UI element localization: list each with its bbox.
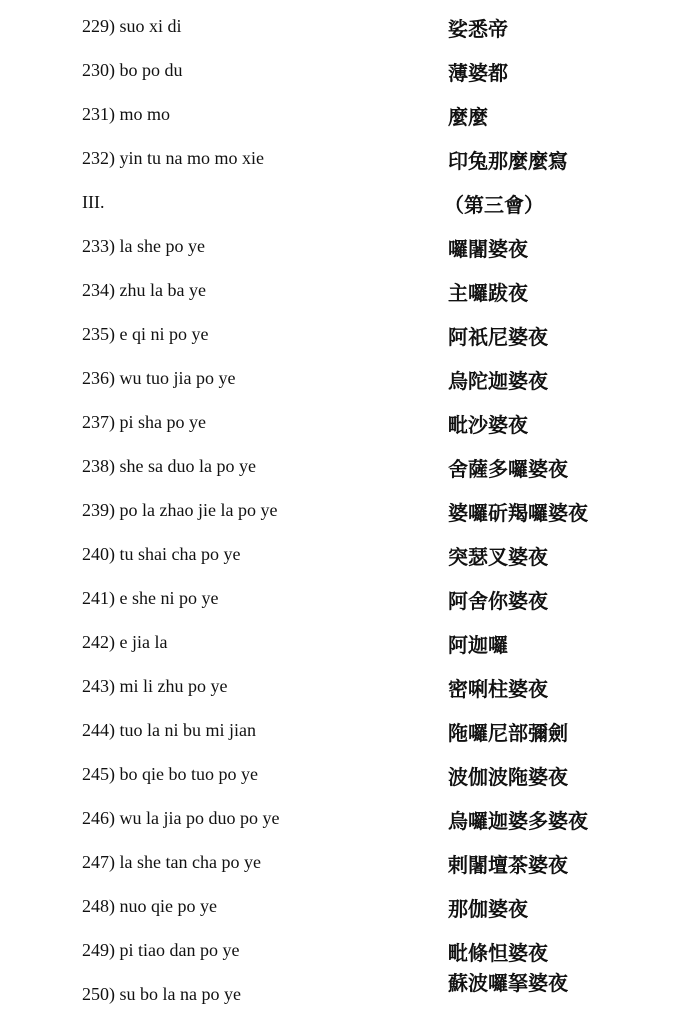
chinese-text: 烏陀迦婆夜 bbox=[448, 369, 548, 393]
chinese-text: 毗條怛婆夜 bbox=[448, 941, 548, 965]
verse-row bbox=[0, 542, 698, 582]
pinyin-text: 244) tuo la ni bu mi jian bbox=[82, 720, 256, 740]
pinyin-text: 246) wu la jia po duo po ye bbox=[82, 808, 280, 828]
pinyin-text: 236) wu tuo jia po ye bbox=[82, 368, 236, 388]
pinyin-text: 229) suo xi di bbox=[82, 16, 182, 36]
chinese-text: 突瑟叉婆夜 bbox=[448, 545, 548, 569]
pinyin-text: 234) zhu la ba ye bbox=[82, 280, 206, 300]
verse-row bbox=[0, 278, 698, 318]
pinyin-text: 247) la she tan cha po ye bbox=[82, 852, 261, 872]
chinese-text: 囉闍婆夜 bbox=[448, 237, 528, 261]
chinese-text: 烏囉迦婆多婆夜 bbox=[448, 809, 588, 833]
section-heading-row bbox=[0, 190, 698, 230]
pinyin-text: 239) po la zhao jie la po ye bbox=[82, 500, 278, 520]
chinese-text: 那伽婆夜 bbox=[448, 897, 528, 921]
verse-row bbox=[0, 322, 698, 362]
verse-row bbox=[0, 806, 698, 846]
pinyin-text: 250) su bo la na po ye bbox=[82, 984, 241, 1004]
chinese-text: 主囉跋夜 bbox=[448, 281, 528, 305]
pinyin-text: 245) bo qie bo tuo po ye bbox=[82, 764, 258, 784]
pinyin-text: 238) she sa duo la po ye bbox=[82, 456, 256, 476]
verse-row bbox=[0, 586, 698, 626]
pinyin-text: 237) pi sha po ye bbox=[82, 412, 206, 432]
verse-row bbox=[0, 850, 698, 890]
chinese-text: 印兔那麼麼寫 bbox=[448, 149, 568, 173]
verse-row bbox=[0, 146, 698, 186]
chinese-text: 陁囉尼部彌劍 bbox=[448, 721, 568, 745]
chinese-text: 毗沙婆夜 bbox=[448, 413, 528, 437]
chinese-text: 蘇波囉拏婆夜 bbox=[448, 971, 568, 995]
verse-row bbox=[0, 366, 698, 406]
verse-row bbox=[0, 674, 698, 714]
pinyin-text: 249) pi tiao dan po ye bbox=[82, 940, 240, 960]
verse-row bbox=[0, 718, 698, 758]
verse-row bbox=[0, 454, 698, 494]
pinyin-text: 240) tu shai cha po ye bbox=[82, 544, 241, 564]
verse-row bbox=[0, 234, 698, 274]
verse-row bbox=[0, 14, 698, 54]
chinese-text: 阿迦囉 bbox=[448, 633, 508, 657]
chinese-text: 舍薩多囉婆夜 bbox=[448, 457, 568, 481]
chinese-text: 婆囉斫羯囉婆夜 bbox=[448, 501, 588, 525]
verse-row bbox=[0, 894, 698, 934]
verse-row bbox=[0, 938, 698, 978]
pinyin-text: 232) yin tu na mo mo xie bbox=[82, 148, 264, 168]
section-numeral: III. bbox=[82, 192, 105, 212]
chinese-text: 麼麼 bbox=[448, 105, 488, 129]
pinyin-text: 231) mo mo bbox=[82, 104, 170, 124]
chinese-text: 密唎柱婆夜 bbox=[448, 677, 548, 701]
chinese-text: 娑悉帝 bbox=[448, 17, 508, 41]
verse-row bbox=[0, 762, 698, 802]
pinyin-text: 243) mi li zhu po ye bbox=[82, 676, 228, 696]
pinyin-text: 233) la she po ye bbox=[82, 236, 205, 256]
chinese-text: 阿祇尼婆夜 bbox=[448, 325, 548, 349]
verse-row bbox=[0, 498, 698, 538]
verse-row bbox=[0, 630, 698, 670]
chinese-text: 阿舍你婆夜 bbox=[448, 589, 548, 613]
section-title: （第三會） bbox=[444, 193, 544, 217]
pinyin-text: 235) e qi ni po ye bbox=[82, 324, 209, 344]
pinyin-text: 248) nuo qie po ye bbox=[82, 896, 217, 916]
verse-row bbox=[0, 410, 698, 450]
chinese-text: 波伽波陁婆夜 bbox=[448, 765, 568, 789]
chinese-text: 薄婆都 bbox=[448, 61, 508, 85]
pinyin-text: 242) e jia la bbox=[82, 632, 168, 652]
chinese-text: 剌闍壇茶婆夜 bbox=[448, 853, 568, 877]
pinyin-text: 230) bo po du bbox=[82, 60, 183, 80]
verse-row bbox=[0, 971, 698, 1022]
pinyin-text: 241) e she ni po ye bbox=[82, 588, 219, 608]
verse-row bbox=[0, 58, 698, 98]
verse-row bbox=[0, 102, 698, 142]
